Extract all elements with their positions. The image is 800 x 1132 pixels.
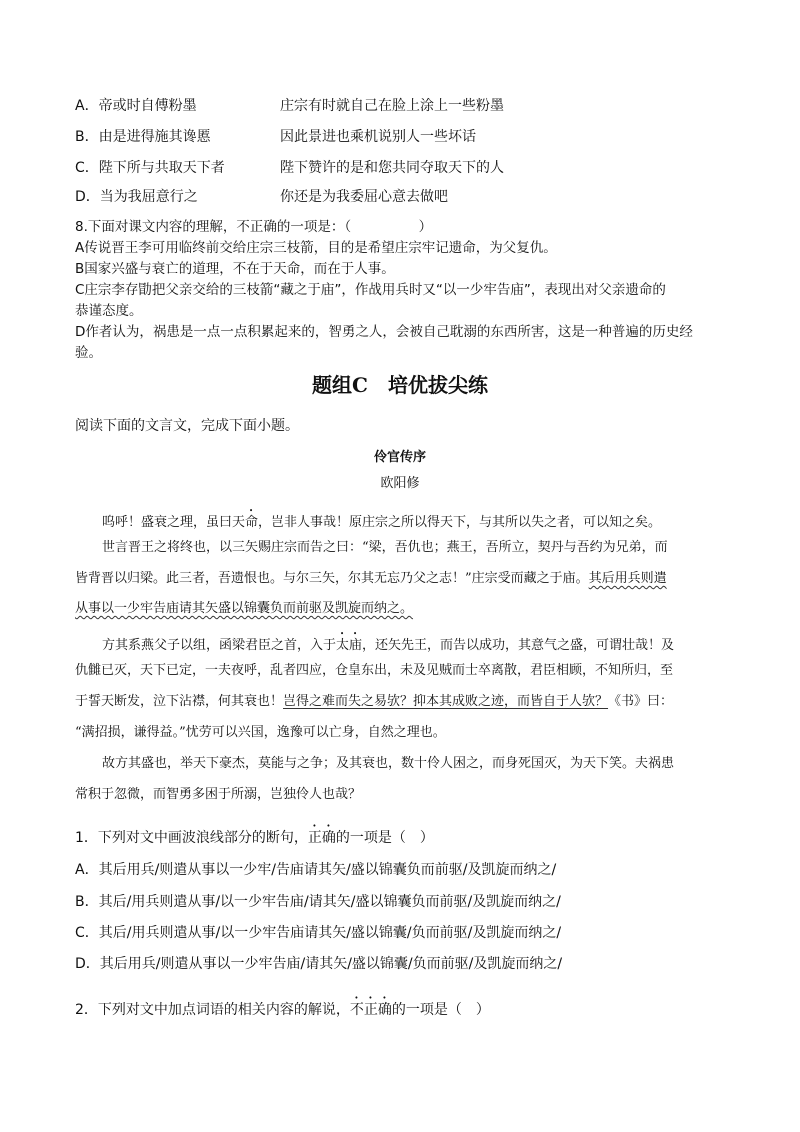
question-1-option-c: C．其后/用兵则遣从事/以一少牢告庙请其矢/盛以锦囊/负而前驱/及凯旋而纳之/ <box>75 925 562 941</box>
question-8-option-d-line1: D作者认为，祸患是一点一点积累起来的，智勇之人，会被自己耽溺的东西所害，这是一种普遍的历史经 <box>75 324 693 340</box>
passage-paragraph-2-line-3 <box>75 599 413 619</box>
section-heading: 题组C 培优拔尖练 <box>312 373 488 397</box>
passage-text: 于誓天断发，泣下沾襟，何其衰也！ <box>75 694 284 709</box>
passage-paragraph-3-line-3 <box>75 692 673 712</box>
option-c-right: 陛下赞许的是和您共同夺取天下的人 <box>280 160 504 176</box>
wavy-underlined-text: 其后用兵则遣 <box>588 571 667 586</box>
question-1-option-d: D．其后用兵/则遣从事以一少牢告庙/请其矢/盛以锦囊/负而前驱/及凯旋而纳之/ <box>75 956 563 972</box>
question-8-option-c-line2: 恭谨态度。 <box>75 303 143 319</box>
passage-author: 欧阳修 <box>380 476 420 491</box>
passage-text: 《书》曰： <box>608 694 674 709</box>
emphasized-word: 不正确 <box>349 1002 392 1018</box>
passage-paragraph-3-line-2: 仇雠已灭，天下已定，一夫夜呼，乱者四应，仓皇东出，未及见贼而士卒离散，君臣相顾，不知所归，至 <box>75 663 674 678</box>
passage-paragraph-2-line-2 <box>75 569 667 589</box>
option-d-right: 你还是为我委屈心意去做吧 <box>280 189 448 205</box>
passage-title: 伶官传序 <box>373 450 426 465</box>
question-1-option-a: A．其后用兵/则遣从事以一少牢/告庙请其矢/盛以锦囊负而前驱/及凯旋而纳之/ <box>75 862 557 878</box>
question-2-stem <box>75 994 490 1020</box>
option-c-left: C．陛下所与共取天下者 <box>75 160 225 176</box>
question-1-option-b: B．其后/用兵则遣从事/以一少牢告庙/请其矢/盛以锦囊负而前驱/及凯旋而纳之/ <box>75 894 561 910</box>
option-a-right: 庄宗有时就自己在脸上涂上一些粉墨 <box>280 98 504 114</box>
option-b-left: B．由是进得施其谗慝 <box>75 129 211 145</box>
passage-paragraph-4-line-2: 常积于忽微，而智勇多困于所溺，岂独伶人也哉？ <box>75 787 362 802</box>
question-8-option-c-line1: C庄宗李存勖把父亲交给的三枝箭“藏之于庙”，作战用兵时又“以一少牢告庙”，表现出对父亲遗命的 <box>75 282 666 298</box>
question-8-option-b: B国家兴盛与衰亡的道理，不在于天命，而在于人事。 <box>75 261 395 277</box>
passage-text: 方其系燕父子以组，函梁君臣之首，入于 <box>102 638 337 653</box>
passage-paragraph-1 <box>102 507 661 533</box>
passage-paragraph-2-line-1: 世言晋王之将终也，以三矢赐庄宗而告之曰：“梁，吾仇也；燕王，吾所立，契丹与吾约为兄弟，而 <box>102 540 668 555</box>
question-1-stem <box>75 822 434 848</box>
underlined-text: 岂得之难而失之易欤？抑本其成败之迹，而皆自于人欤？ <box>283 694 609 709</box>
question-text: 的一项是（ ） <box>335 830 434 846</box>
passage-text: ，还矢先王，而告以成功，其意气之盛，可谓壮哉！及 <box>362 638 675 653</box>
passage-text: ，岂非人事哉！原庄宗之所以得天下，与其所以失之者，可以知之矣。 <box>258 515 662 530</box>
passage-text: 皆背晋以归梁。此三者，吾遗恨也。与尔三矢，尔其无忘乃父之志！”庄宗受而藏之于庙。 <box>75 571 589 586</box>
question-text: 的一项是（ ） <box>391 1002 490 1018</box>
passage-paragraph-3-line-1 <box>102 630 674 656</box>
question-8-stem: 8.下面对课文内容的理解，不正确的一项是：（ ） <box>75 219 433 235</box>
option-a-left: A．帝或时自傅粉墨 <box>75 98 197 114</box>
question-8-option-a: A传说晋王李可用临终前交给庄宗三枝箭，目的是希望庄宗牢记遗命，为父复仇。 <box>75 240 557 256</box>
question-text: 2．下列对文中加点词语的相关内容的解说， <box>75 1002 350 1018</box>
wavy-underlined-text: 从事以一少牢告庙请其矢盛以锦囊负而前驱及凯旋而纳之。 <box>75 601 414 616</box>
emphasized-word: 太庙 <box>336 638 363 653</box>
passage-text: 呜呼！盛衰之理，虽曰天 <box>102 515 246 530</box>
passage-paragraph-3-line-4: “满招损，谦得益。”忧劳可以兴国，逸豫可以亡身，自然之理也。 <box>75 725 446 740</box>
question-8-option-d-line2: 验。 <box>75 345 102 361</box>
question-text: 1．下列对文中画波浪线部分的断句， <box>75 830 308 846</box>
option-b-right: 因此景进也乘机说别人一些坏话 <box>280 129 476 145</box>
emphasized-word: 正确 <box>307 830 336 846</box>
reading-instruction: 阅读下面的文言文，完成下面小题。 <box>75 418 299 434</box>
emphasized-word: 命 <box>245 515 259 530</box>
option-d-left: D．当为我屈意行之 <box>75 189 198 205</box>
passage-paragraph-4-line-1: 故方其盛也，举天下豪杰，莫能与之争；及其衰也，数十伶人困之，而身死国灭，为天下笑。夫祸患 <box>102 756 675 771</box>
